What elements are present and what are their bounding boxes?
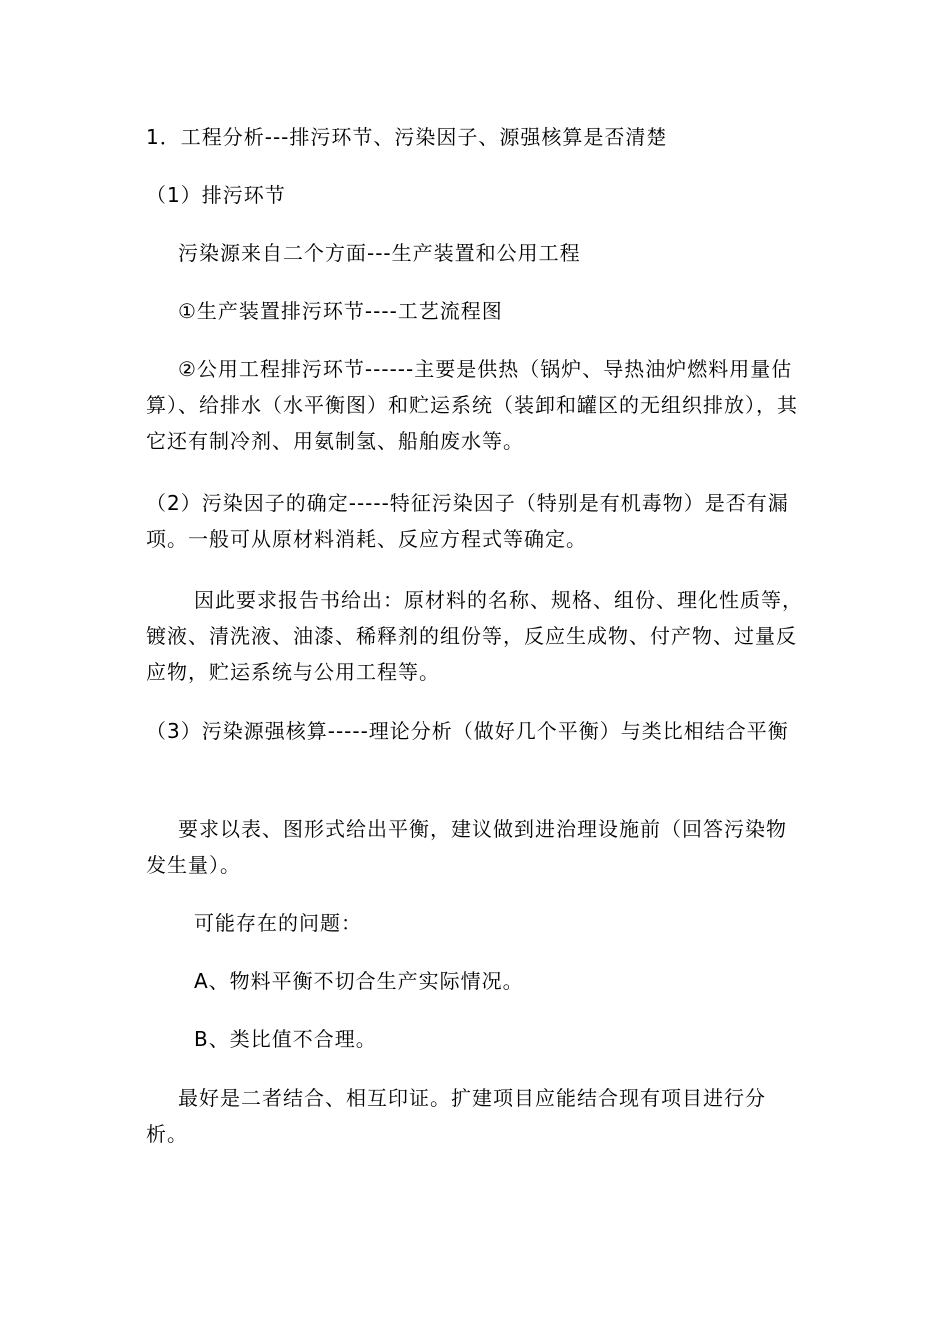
subsection-heading-2: （2）污染因子的确定-----特征污染因子（特别是有机毒物）是否有漏项。一般可从原材料消耗、反应方程式等确定。: [146, 491, 789, 551]
paragraph-pollution-sources: 污染源来自二个方面---生产装置和公用工程: [178, 241, 581, 265]
paragraph-public-works: ②公用工程排污环节------主要是供热（锅炉、导热油炉燃料用量估算）、给排水（水平衡图）和贮运系统（装卸和罐区的无组织排放），其它还有制冷剂、用氨制氢、船舶废水等。: [146, 357, 798, 453]
paragraph-conclusion: 最好是二者结合、相互印证。扩建项目应能结合现有项目进行分析。: [146, 1086, 766, 1146]
paragraph-balance-requirements: 要求以表、图形式给出平衡，建议做到进治理设施前（回答污染物发生量）。: [146, 817, 787, 877]
list-item-a: A、物料平衡不切合生产实际情况。: [194, 969, 524, 993]
section-heading: 1．工程分析---排污环节、污染因子、源强核算是否清楚: [146, 125, 668, 149]
subsection-heading-3: （3）污染源强核算-----理论分析（做好几个平衡）与类比相结合平衡: [146, 719, 789, 743]
paragraph-production-units: ①生产装置排污环节----工艺流程图: [178, 299, 503, 323]
subsection-heading-1: （1）排污环节: [146, 183, 286, 207]
paragraph-report-requirements: 因此要求报告书给出：原材料的名称、规格、组份、理化性质等，镀液、清洗液、油漆、稀释剂的组份等，反应生成物、付产物、过量反应物，贮运系统与公用工程等。: [146, 588, 803, 684]
paragraph-possible-problems: 可能存在的问题：: [194, 911, 362, 935]
list-item-b: B、类比值不合理。: [194, 1027, 377, 1051]
